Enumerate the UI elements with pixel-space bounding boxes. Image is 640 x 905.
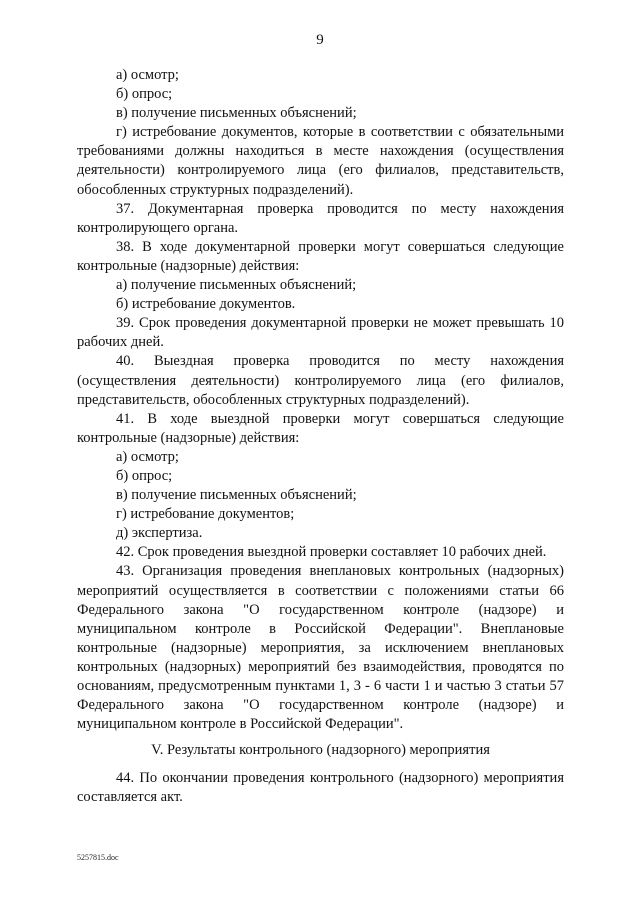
document-body [77,66,564,808]
clause-37: 37. Документарная проверка проводится по месту нахождения контролирующего органа. [77,200,564,236]
page-number: 9 [316,32,324,48]
list-item-survey: б) опрос; [116,467,173,484]
list-item-written-explanations: в) получение письменных объяснений; [116,105,357,122]
list-item-written-explanations: а) получение письменных объяснений; [116,277,357,294]
list-item-expertise: д) экспертиза. [116,525,203,542]
list-item-survey: б) опрос; [116,86,173,103]
clause-41: 41. В ходе выездной проверки могут совершаться следующие контрольные (надзорные) действия: [77,410,564,446]
list-item-inspection: а) осмотр; [116,448,179,465]
clause-42: 42. Срок проведения выездной проверки составляет 10 рабочих дней. [116,544,547,561]
list-item-document-request: г) истребование документов, которые в соответствии с обязательными требованиями должны находиться в месте нахождения (осуществления деятельности) контролируемого лица (его филиалов, представительств, обособленных структурных подразделений). [77,124,564,198]
list-item-inspection: а) осмотр; [116,67,179,83]
clause-40: 40. Выездная проверка проводится по месту нахождения (осуществления деятельности) контролируемого лица (его филиалов, представительств, обособленных структурных подразделений). [77,353,564,408]
clause-44: 44. По окончании проведения контрольного (надзорного) мероприятия составляется акт. [77,770,564,806]
list-item-document-request: б) истребование документов. [116,296,296,313]
section-heading: V. Результаты контрольного (надзорного) мероприятия [151,742,490,759]
list-item-document-request: г) истребование документов; [116,506,295,523]
clause-38: 38. В ходе документарной проверки могут совершаться следующие контрольные (надзорные) действия: [77,238,564,274]
clause-39: 39. Срок проведения документарной проверки не может превышать 10 рабочих дней. [77,315,564,351]
footer-file-code: 5257815.doc [77,853,119,862]
clause-43: 43. Организация проведения внеплановых контрольных (надзорных) мероприятий осуществляется в соответствии с положениями статьи 66 Федерального закона "О государственном контроле (надзоре) и муниципальном контроле в Российской Федерации". Внеплановые контрольные (надзорные) мероприятия, за исключением внеплановых контрольных (надзорных) мероприятий без взаимодействия, проводятся по основаниям, предусмотренным пунктами 1, 3 - 6 части 1 и частью 3 статьи 57 Федерального закона "О государственном контроле (надзоре) и муниципальном контроле в Российской Федерации". [77,563,564,733]
list-item-written-explanations: в) получение письменных объяснений; [116,487,357,504]
